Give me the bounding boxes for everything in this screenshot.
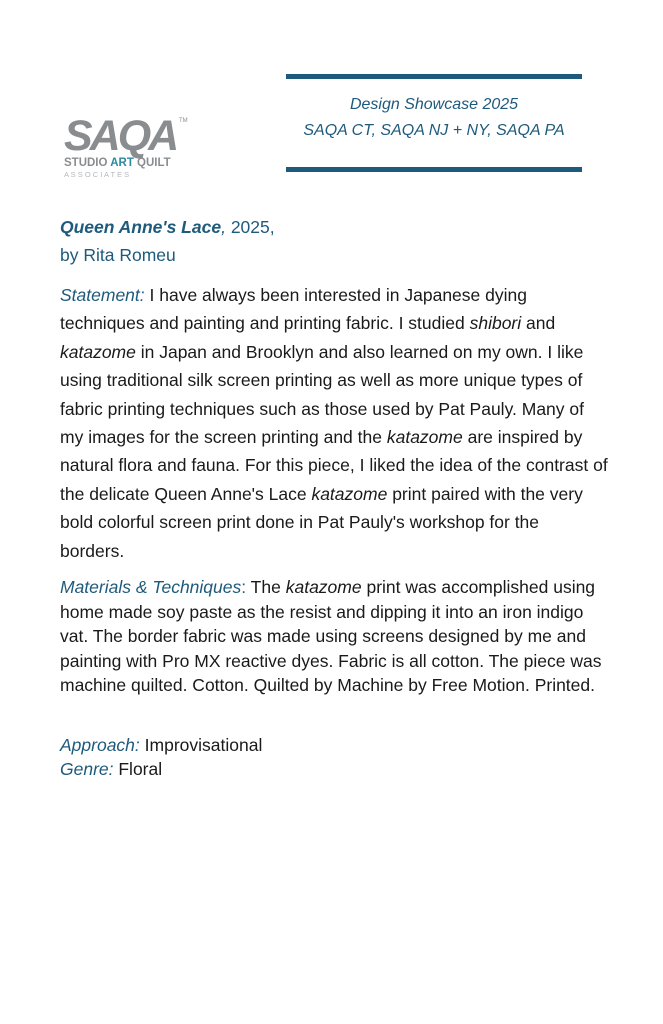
genre-value: Floral [113, 759, 163, 779]
materials-label: Materials & Techniques [60, 577, 242, 597]
logo-wordmark: SAQA [64, 112, 177, 160]
statement-text: print paired with the very bold colorful screen print done in Pat Pauly's workshop for the borders. [60, 483, 583, 561]
approach-value: Improvisational [139, 735, 263, 755]
logo-trademark: TM [179, 118, 188, 124]
approach-row [60, 733, 262, 757]
artwork-heading [60, 213, 275, 269]
statement-text: in Japan and Brooklyn and also learned on my own. I like using traditional silk screen printing as well as more unique types of fabric printing techniques such as those used by Pat Pauly. Many of my images for the screen printing and the [60, 341, 585, 448]
materials-text: print was accomplished using home made soy paste as the resist and dipping it into an iron indigo vat. The border fabric was made using screens designed by me and painting with Pro MX reactive dyes. Fabric is all cotton. The piece was machine quilted. Cotton. Quilted by Machine by Free Motion. Printed. [60, 577, 602, 696]
materials-paragraph [60, 575, 608, 698]
statement-term: shibori [469, 313, 522, 334]
statement-label: Statement: [60, 285, 145, 305]
statement-term: katazome [60, 341, 136, 362]
showcase-regions: SAQA CT, SAQA NJ + NY, SAQA PA [303, 122, 565, 139]
statement-text: and [521, 313, 556, 334]
materials-text: The [246, 577, 286, 597]
statement-paragraph [60, 281, 608, 565]
statement-term: katazome [386, 427, 463, 448]
materials-term: katazome [285, 577, 362, 597]
logo-line2: A S S O C I A T E S [64, 170, 130, 179]
materials-colon: : [241, 577, 247, 597]
logo-line1: STUDIO ART QUILT [64, 157, 171, 169]
saqa-logo [62, 112, 194, 180]
artwork-meta [60, 733, 262, 781]
artwork-title: Queen Anne's Lace [60, 217, 222, 237]
statement-text: are inspired by natural flora and fauna. For this piece, I liked the idea of the contrast of the delicate Queen Anne's Lace [60, 427, 608, 504]
artwork-title-comma: , [221, 217, 226, 237]
genre-row [60, 757, 262, 781]
header-top-rule [286, 74, 582, 79]
statement-text: I have always been interested in Japanese dying techniques and painting and printing fabric. I studied [60, 285, 527, 334]
artwork-byline: by Rita Romeu [60, 245, 176, 265]
artwork-title-line [60, 213, 275, 241]
genre-label: Genre: [60, 759, 114, 779]
statement-term: katazome [311, 483, 388, 504]
saqa-logo-graphic [62, 112, 194, 180]
showcase-title: Design Showcase 2025 [349, 96, 519, 113]
showcase-header [286, 74, 582, 172]
approach-label: Approach: [60, 735, 140, 755]
header-bottom-rule [286, 167, 582, 172]
artwork-year: 2025, [225, 217, 275, 237]
